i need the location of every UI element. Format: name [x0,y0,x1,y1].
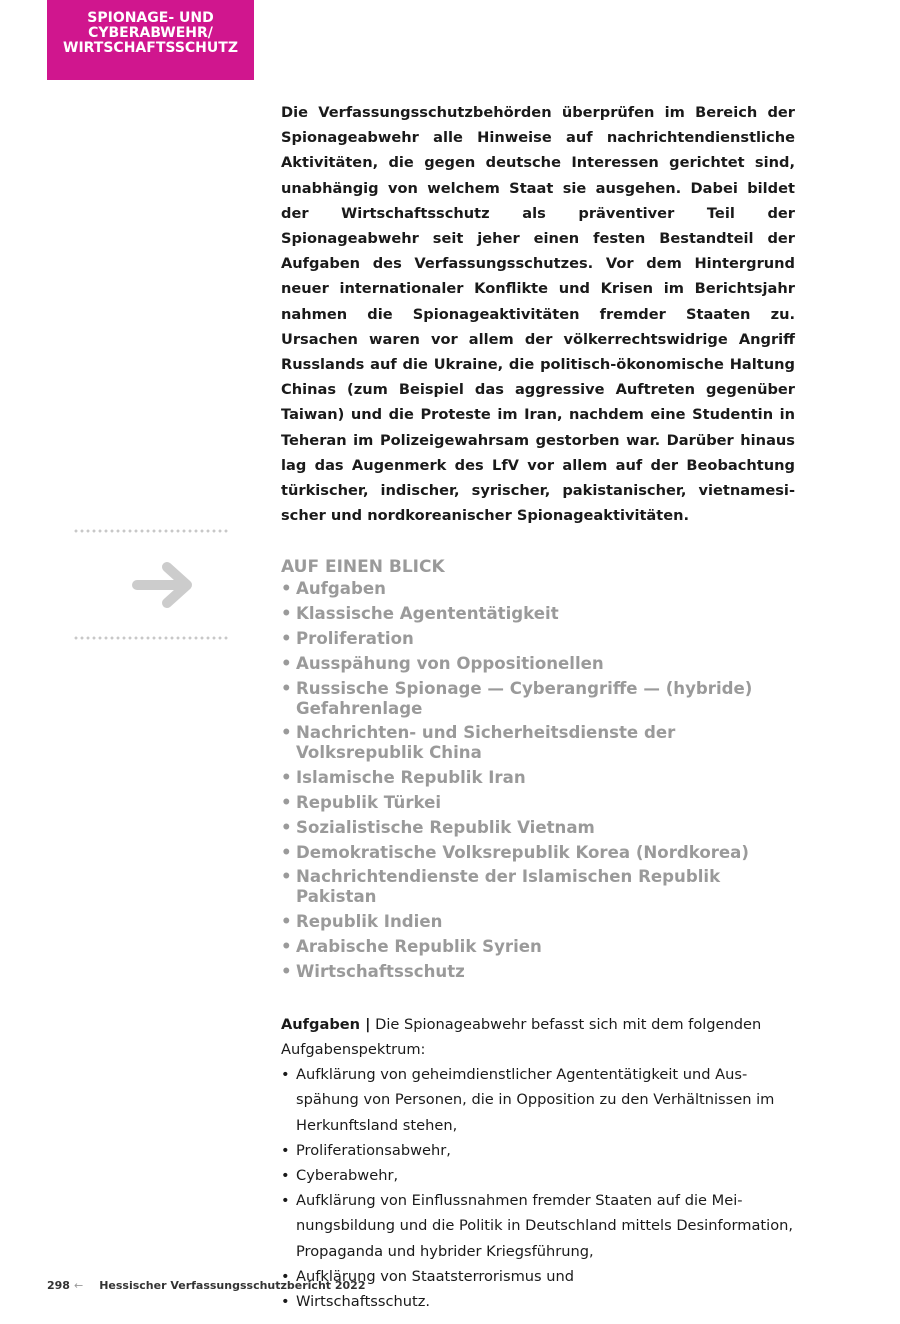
blick-item: • Aufgaben [281,579,795,599]
dotted-divider-bottom [73,636,228,640]
blick-item: • Proliferation [281,629,795,649]
section-tab-line-2: CYBERABWEHR/ [88,24,213,41]
blick-item: • Wirtschaftsschutz [281,962,795,982]
aufgaben-section [281,1012,795,1314]
page-number: 298 [47,1279,70,1292]
blick-item: • Islamische Republik Iran [281,768,795,788]
aufgaben-item: • Cyberabwehr, [281,1163,795,1188]
main-content [281,100,795,1314]
section-tab-line-3: WIRTSCHAFTSSCHUTZ [63,39,238,56]
blick-item: • Ausspähung von Oppositionellen [281,654,795,674]
blick-item: • Demokratische Volksrepublik Korea (Nordkorea) [281,843,795,863]
aufgaben-list [281,1062,795,1314]
blick-item: • Klassische Agententätigkeit [281,604,795,624]
aufgaben-item: • Aufklärung von geheimdienstlicher Agententätigkeit und Ausspähung von Personen, die in Opposition zu den Verhältnissen im Herkunftsland stehen, [281,1062,795,1138]
blick-item: • Republik Indien [281,912,795,932]
aufgaben-item: • Wirtschaftsschutz. [281,1289,795,1314]
footer-title: Hessischer Verfassungsschutzbericht 2022 [99,1279,366,1292]
auf-einen-blick-box [281,555,795,981]
aufgaben-item: • Aufklärung von Einflussnahmen fremder Staaten auf die Meinungsbildung und die Politik in Deutschland mittels Desinformation, Propaganda und hybrider Kriegsführung, [281,1188,795,1264]
blick-item: • Nachrichtendienste der Islamischen Republik Pakistan [281,867,795,907]
blick-item: • Republik Türkei [281,793,795,813]
aufgaben-text: Die Spionageabwehr befasst sich mit dem folgenden Aufgabenspektrum: [281,1015,762,1059]
blick-item: • Sozialistische Republik Vietnam [281,818,795,838]
aufgaben-item: • Proliferationsabwehr, [281,1138,795,1163]
blick-item: • Arabische Republik Syrien [281,937,795,957]
intro-paragraph: Die Verfassungsschutzbehörden überprüfen im Bereich der Spionageabwehr alle Hinweise auf nachrichtendienstliche Aktivitäten, die gegen deutsche Interessen gerichtet sind, unabhängig von welchem Staat sie ausgehen. Dabei bildet der Wirtschaftsschutz als präventiver Teil der Spionageabwehr seit jeher einen festen Bestandteil der Aufgaben des Verfassungsschutzes. Vor dem Hintergrund neuer internationaler Konflikte und Krisen im Berichtsjahr nahmen die Spionageaktivitäten fremder Staaten zu. Ursachen waren vor allem der völkerrechtswidrige Angriff Russlands auf die Ukraine, die politisch-ökonomische Haltung Chinas (zum Beispiel das aggressive Auftreten gegenüber Taiwan) und die Proteste im Iran, nachdem eine Studentin in Teheran im Polizeigewahrsam gestorben war. Darüber hinaus lag das Augenmerk des LfV vor allem auf der Beobachtung türkischer, indischer, syrischer, pakistanischer, vietnamesischer und nordkoreanischer Spionageaktivitäten. [281,104,795,525]
auf-einen-blick-list [281,579,795,981]
aufgaben-lead: Aufgaben | [281,1015,371,1033]
aufgaben-intro [281,1012,795,1062]
page-footer [47,1279,366,1292]
auf-einen-blick-title: AUF EINEN BLICK [281,557,445,578]
section-tab [47,0,254,80]
aufgaben-item: • Aufklärung von Staatsterrorismus und [281,1264,795,1289]
arrow-right-icon [131,559,197,611]
blick-item: • Nachrichten- und Sicherheitsdienste der Volksrepublik China [281,723,795,763]
arrow-left-icon: ← [73,1279,84,1292]
dotted-divider-top [73,529,228,533]
section-tab-line-1: SPIONAGE- UND [87,9,214,26]
blick-item: • Russische Spionage — Cyberangriffe — (hybride) Gefahrenlage [281,679,795,719]
